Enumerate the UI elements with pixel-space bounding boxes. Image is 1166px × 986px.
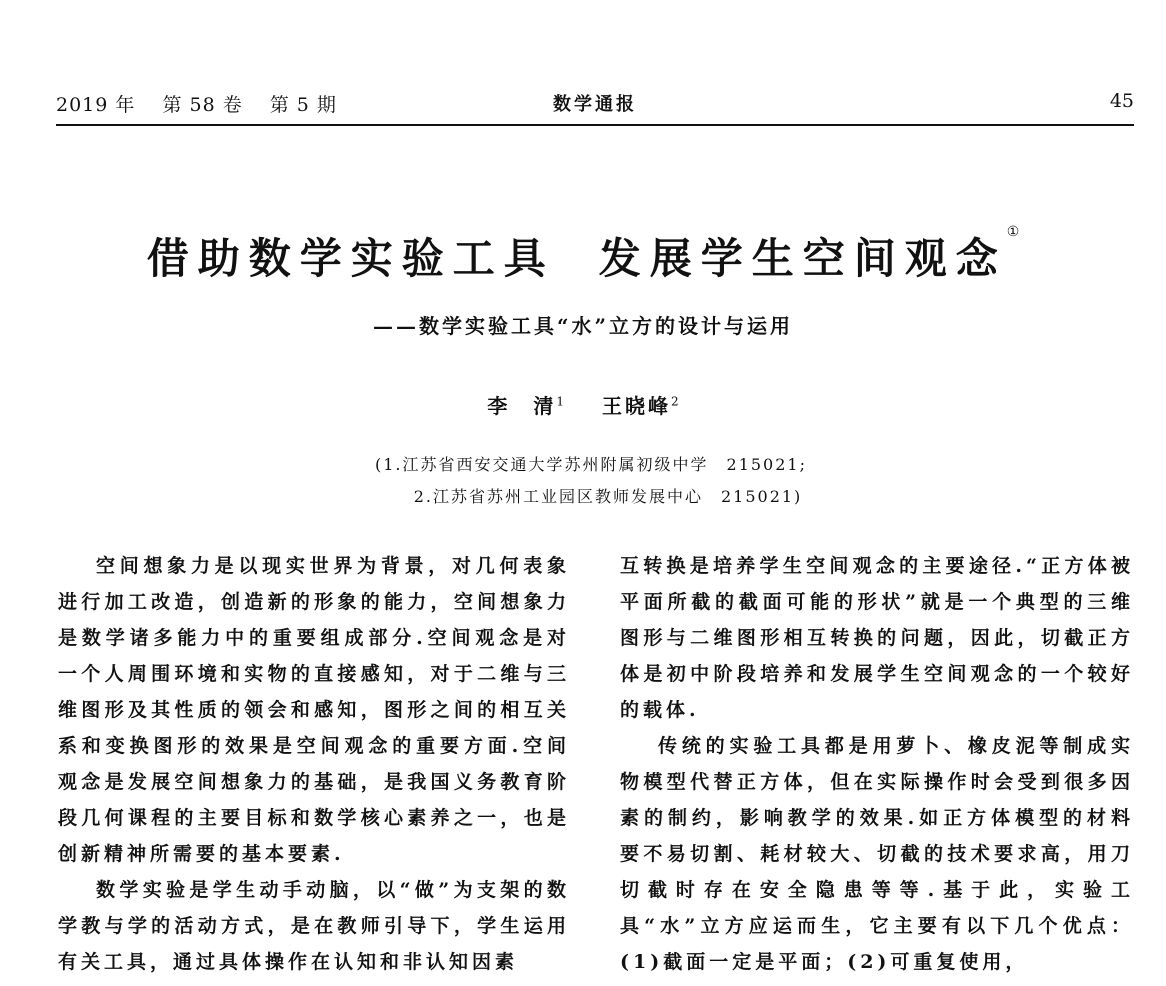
author bbox=[487, 394, 564, 418]
article-subtitle: ——数学实验工具“水”立方的设计与运用 bbox=[372, 314, 793, 338]
volume: 第 58 卷 bbox=[162, 94, 243, 116]
author-list bbox=[0, 390, 1166, 419]
year: 2019 年 bbox=[56, 94, 136, 116]
paragraph: 数学实验是学生动手动脑，以“做”为支架的数学教与学的活动方式，是在教师引导下，学生运用有关工具，通过具体操作在认知和非认知因素 bbox=[58, 879, 570, 973]
affiliation-1: (1.江苏省西安交通大学苏州附属初级中学 215021; bbox=[375, 455, 807, 474]
paragraph: 互转换是培养学生空间观念的主要途径.“正方体被平面所截的截面可能的形状”就是一个典型的三维图形与二维图形相互转换的问题，因此，切截正方体是初中阶段培养和发展学生空间观念的一个较好的载体. bbox=[620, 555, 1134, 721]
paragraph: 传统的实验工具都是用萝卜、橡皮泥等制成实物模型代替正方体，但在实际操作时会受到很多因素的制约，影响教学的效果.如正方体模型的材料要不易切割、耗材较大、切截的技术要求高，用刀切截时存在安全隐患等等.基于此，实验工具“水”立方应运而生，它主要有以下几个优点：(1)截面一定是平面；(2)可重复使用， bbox=[620, 735, 1134, 973]
issue: 第 5 期 bbox=[269, 94, 337, 116]
article-title bbox=[0, 226, 1166, 286]
body-column-right bbox=[620, 548, 1134, 980]
affiliation-2: 2.江苏省苏州工业园区教师发展中心 215021) bbox=[413, 487, 803, 506]
page-number: 45 bbox=[1109, 90, 1134, 112]
author-name: 王晓峰 bbox=[601, 394, 671, 418]
author-name: 李 清 bbox=[487, 394, 557, 418]
author bbox=[602, 394, 679, 418]
paragraph: 空间想象力是以现实世界为背景，对几何表象进行加工改造，创造新的形象的能力，空间想象力是数学诸多能力中的重要组成部分.空间观念是对一个人周围环境和实物的直接感知，对于二维与三维图形及其性质的领会和感知，图形之间的相互关系和变换图形的效果是空间观念的重要方面.空间观念是发展空间想象力的基础，是我国义务教育阶段几何课程的主要目标和数学核心素养之一，也是创新精神所需要的基本要素. bbox=[58, 555, 570, 865]
body-column-left bbox=[58, 548, 570, 980]
title-part-1: 借助数学实验工具 bbox=[146, 234, 555, 283]
running-header bbox=[56, 86, 1134, 126]
title-part-2: 发展学生空间观念 bbox=[598, 234, 1007, 283]
title-footnote-marker[interactable]: ① bbox=[1006, 224, 1020, 240]
journal-name: 数学通报 bbox=[553, 94, 637, 115]
author-affiliation-marker: 2 bbox=[670, 394, 679, 409]
author-affiliation-marker: 1 bbox=[556, 394, 565, 409]
